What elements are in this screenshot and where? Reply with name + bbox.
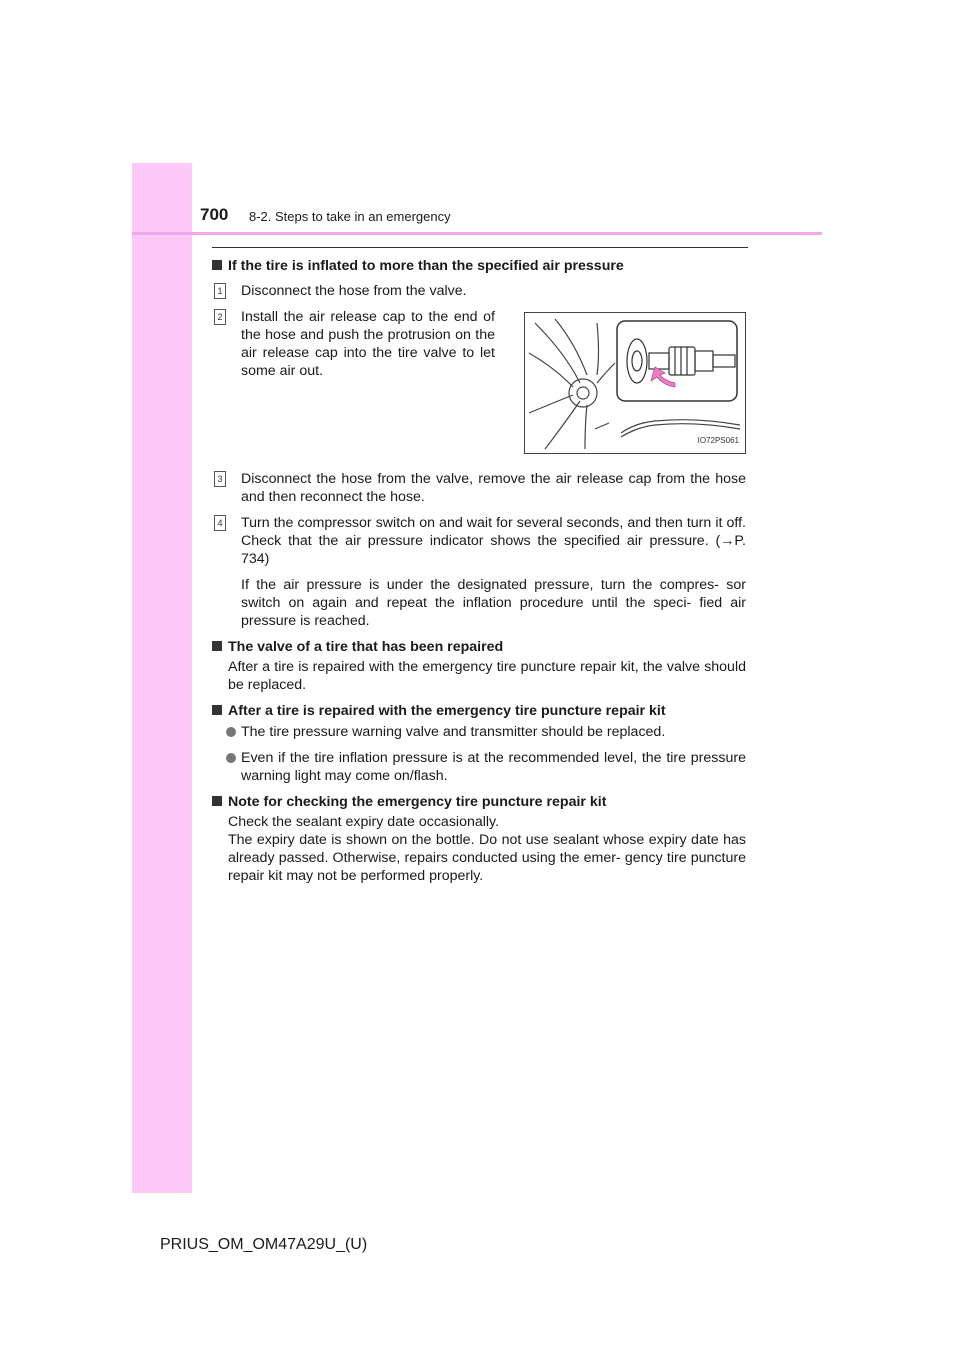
section-divider <box>212 247 748 248</box>
page-content <box>212 257 746 893</box>
heading-square-icon <box>212 641 222 651</box>
section-heading-note: Note for checking the emergency tire puncture repair kit <box>212 793 746 811</box>
section-heading-overinflated: If the tire is inflated to more than the specified air pressure <box>212 257 746 275</box>
bullet-dot-icon <box>226 727 236 737</box>
step-number-badge: 4 <box>214 515 226 531</box>
note-line-2: The expiry date is shown on the bottle. Do not use sealant whose expiry date has already passed. Otherwise, repairs conducted using the emer- gency tire puncture repair kit may not be performed properly. <box>228 832 746 884</box>
step-2: 2 Install the air release cap to the end of the hose and push the protrusion on the air release cap into the tire valve to let some air out. <box>212 308 495 380</box>
after-repair-bullet-1: The tire pressure warning valve and transmitter should be replaced. <box>212 723 746 741</box>
chapter-sidebar-tab <box>132 163 192 1193</box>
heading-square-icon <box>212 796 222 806</box>
header-rule <box>132 232 822 235</box>
after-repair-bullet-2: Even if the tire inflation pressure is at the recommended level, the tire pressure warning light may come on/flash. <box>212 749 746 785</box>
section-heading-after-repair: After a tire is repaired with the emergency tire puncture repair kit <box>212 702 746 720</box>
tire-valve-illustration <box>524 312 746 454</box>
step-4-subtext: If the air pressure is under the designated pressure, turn the compres- sor switch on again and repeat the inflation procedure until the speci- fied air pressure is reached. <box>241 577 746 629</box>
heading-square-icon <box>212 705 222 715</box>
repaired-valve-text: After a tire is repaired with the emergency tire puncture repair kit, the valve should be replaced. <box>228 659 746 693</box>
page-number: 700 <box>200 205 229 224</box>
step-number-badge: 1 <box>214 283 226 299</box>
section-heading-repaired-valve: The valve of a tire that has been repaired <box>212 638 746 656</box>
chapter-title: 8-2. Steps to take in an emergency <box>249 209 451 224</box>
step-1: 1 Disconnect the hose from the valve. <box>212 282 746 300</box>
step-3: 3 Disconnect the hose from the valve, remove the air release cap from the hose and then reconnect the hose. <box>212 470 746 506</box>
note-line-1: Check the sealant expiry date occasionally. <box>228 814 500 830</box>
figure-code: IO72PS061 <box>697 436 739 445</box>
document-id-footer: PRIUS_OM_OM47A29U_(U) <box>160 1236 368 1253</box>
heading-square-icon <box>212 260 222 270</box>
step-2-row <box>212 308 746 454</box>
step-number-badge: 2 <box>214 309 226 325</box>
step-number-badge: 3 <box>214 471 226 487</box>
bullet-dot-icon <box>226 753 236 763</box>
step-4: 4 Turn the compressor switch on and wait for several seconds, and then turn it off. Check that the air pressure indicator shows the specified air pressure. (→P. 734) If the air pressure is under the designated pressure, turn the compres- sor switch on again and repeat the inflation procedure until the speci- fied air pressure is reached. <box>212 514 746 630</box>
